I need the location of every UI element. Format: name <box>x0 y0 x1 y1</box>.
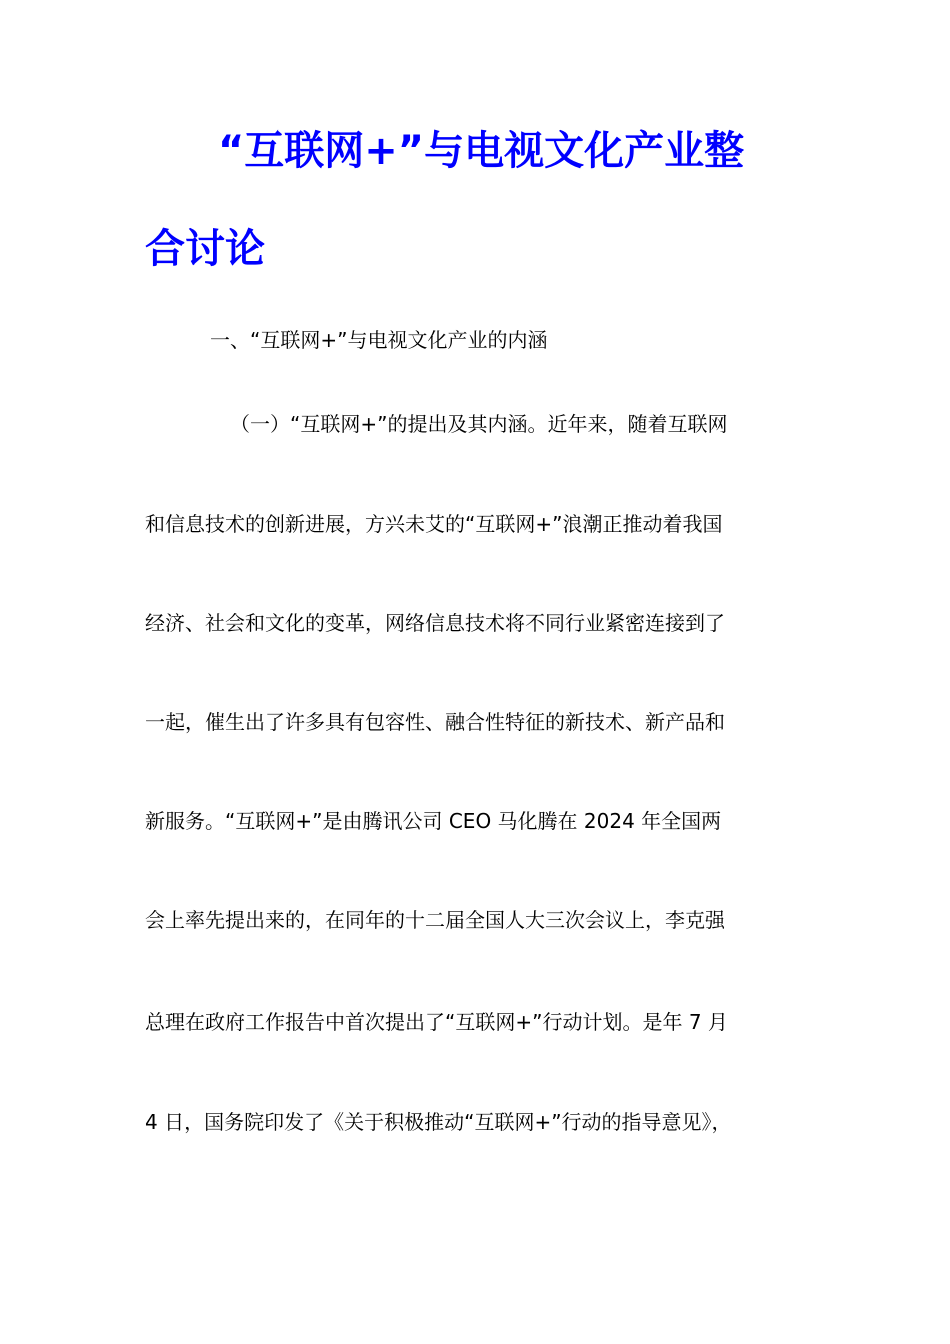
document-title-line-2: 合讨论 <box>145 226 265 272</box>
document-title-line-1: “互联网+”与电视文化产业整 <box>218 128 745 174</box>
paragraph-line-8: 4 日，国务院印发了《关于积极推动“互联网+”行动的指导意见》， <box>145 1110 732 1134</box>
paragraph-line-4: 一起，催生出了许多具有包容性、融合性特征的新技术、新产品和 <box>145 710 725 734</box>
section-heading: 一、“互联网+”与电视文化产业的内涵 <box>210 328 548 352</box>
paragraph-line-6: 会上率先提出来的，在同年的十二届全国人大三次会议上，李克强 <box>145 908 725 932</box>
paragraph-line-2: 和信息技术的创新进展，方兴未艾的“互联网+”浪潮正推动着我国 <box>145 512 723 536</box>
paragraph-line-5: 新服务。“互联网+”是由腾讯公司 CEO 马化腾在 2024 年全国两 <box>145 809 722 833</box>
paragraph-line-7: 总理在政府工作报告中首次提出了“互联网+”行动计划。是年 7 月 <box>145 1010 728 1034</box>
paragraph-line-3: 经济、社会和文化的变革，网络信息技术将不同行业紧密连接到了 <box>145 611 725 635</box>
paragraph-line-1: （一）“互联网+”的提出及其内涵。近年来，随着互联网 <box>230 412 728 436</box>
